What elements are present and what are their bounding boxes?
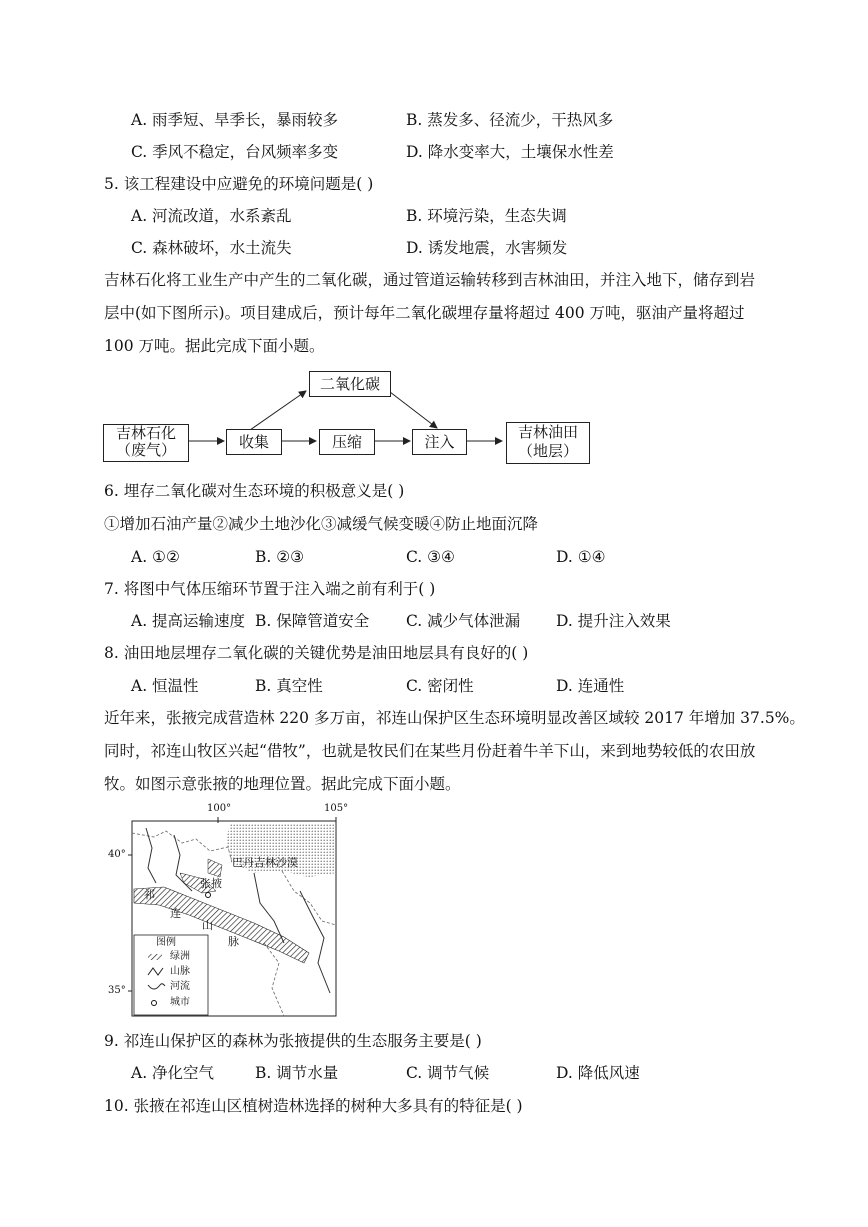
- passage2-line1: 近年来，张掖完成营造林 220 多万亩，祁连山保护区生态环境明显改善区域较 2017 年增加 37.5%。: [104, 709, 805, 727]
- q5-stem: 5. 该工程建设中应避免的环境问题是( ): [104, 175, 374, 193]
- q5-option-a: A. 河流改道，水系紊乱: [131, 207, 292, 225]
- q6-option-d: D. ①④: [556, 548, 606, 566]
- legend-city-label: 城市: [170, 997, 190, 1008]
- q7-option-b: B. 保障管道安全: [255, 612, 370, 630]
- q5-option-b: B. 环境污染，生态失调: [406, 207, 567, 225]
- q6-items: ①增加石油产量②减少土地沙化③减缓气候变暖④防止地面沉降: [104, 515, 539, 533]
- map-mountain-char-1: 祁: [144, 888, 155, 901]
- q10-stem: 10. 张掖在祁连山区植树造林选择的树种大多具有的特征是( ): [104, 1097, 523, 1115]
- flow-co2-box: 二氧化碳: [309, 371, 391, 397]
- q9-stem: 9. 祁连山保护区的森林为张掖提供的生态服务主要是( ): [104, 1032, 482, 1050]
- map-lon-105: 105°: [324, 803, 349, 814]
- q6-stem: 6. 埋存二氧化碳对生态环境的积极意义是( ): [104, 482, 405, 500]
- flow-compress-box: 压缩: [319, 429, 375, 455]
- q4-option-b: B. 蒸发多、径流少，干热风多: [406, 111, 614, 129]
- q8-option-c: C. 密闭性: [406, 677, 474, 695]
- map-desert-label: 巴丹吉林沙漠: [232, 856, 298, 869]
- zhangye-map: [104, 803, 354, 1023]
- map-drawing: [104, 803, 354, 1023]
- legend-mountain-label: 山脉: [170, 966, 190, 977]
- map-lon-100: 100°: [207, 803, 232, 814]
- q4-option-d: D. 降水变率大，土壤保水性差: [406, 143, 614, 161]
- flow-target-box: [506, 422, 590, 464]
- flow-diagram: [100, 368, 600, 468]
- q4-option-a: A. 雨季短、旱季长，暴雨较多: [131, 111, 339, 129]
- flow-target-sublabel: （地层）: [517, 442, 578, 460]
- q8-option-d: D. 连通性: [556, 677, 625, 695]
- q9-option-b: B. 调节水量: [255, 1064, 339, 1082]
- flow-collect-box: 收集: [226, 429, 282, 455]
- map-lat-35: 35°: [108, 985, 126, 996]
- map-city-label: 张掖: [200, 877, 222, 890]
- passage2-line3: 牧。如图示意张掖的地理位置。据此完成下面小题。: [104, 775, 461, 793]
- q8-option-b: B. 真空性: [255, 677, 323, 695]
- legend-river-label: 河流: [170, 981, 190, 992]
- flow-source-label: 吉林石化: [115, 424, 176, 442]
- q7-option-d: D. 提升注入效果: [556, 612, 671, 630]
- passage1-line2: 层中(如下图所示)。项目建成后，预计每年二氧化碳埋存量将超过 400 万吨，驱油产量将超过: [104, 304, 745, 322]
- passage1-line3: 100 万吨。据此完成下面小题。: [104, 337, 325, 355]
- passage2-line2: 同时，祁连山牧区兴起“借牧”，也就是牧民们在某些月份赶着牛羊下山，来到地势较低的农田放: [104, 742, 756, 760]
- map-lat-40: 40°: [108, 849, 126, 860]
- q9-option-d: D. 降低风速: [556, 1064, 640, 1082]
- map-mountain-char-3: 山: [202, 919, 213, 932]
- passage1-line1: 吉林石化将工业生产中产生的二氧化碳，通过管道运输转移到吉林油田，并注入地下，储存到岩: [104, 271, 756, 289]
- q8-stem: 8. 油田地层埋存二氧化碳的关键优势是油田地层具有良好的( ): [104, 644, 529, 662]
- q7-stem: 7. 将图中气体压缩环节置于注入端之前有利于( ): [104, 580, 436, 598]
- flow-target-label: 吉林油田: [517, 423, 578, 441]
- q5-option-d: D. 诱发地震，水害频发: [406, 239, 568, 257]
- flow-source-box: [103, 424, 189, 462]
- q4-option-c: C. 季风不稳定，台风频率多变: [131, 143, 339, 161]
- q6-option-a: A. ①②: [131, 548, 180, 566]
- map-mountain-char-4: 脉: [228, 935, 239, 948]
- q7-option-a: A. 提高运输速度: [131, 612, 246, 630]
- q6-option-b: B. ②③: [255, 548, 305, 566]
- flow-source-sublabel: （废气）: [115, 441, 176, 459]
- q5-option-c: C. 森林破坏，水土流失: [131, 239, 292, 257]
- q6-option-c: C. ③④: [406, 548, 455, 566]
- q7-option-c: C. 减少气体泄漏: [406, 612, 521, 630]
- map-mountain-char-2: 连: [170, 907, 181, 920]
- legend-oasis-label: 绿洲: [170, 951, 190, 962]
- q9-option-a: A. 净化空气: [131, 1064, 215, 1082]
- legend-title: 图例: [156, 937, 176, 948]
- q8-option-a: A. 恒温性: [131, 677, 199, 695]
- flow-inject-box: 注入: [412, 429, 467, 455]
- q9-option-c: C. 调节气候: [406, 1064, 490, 1082]
